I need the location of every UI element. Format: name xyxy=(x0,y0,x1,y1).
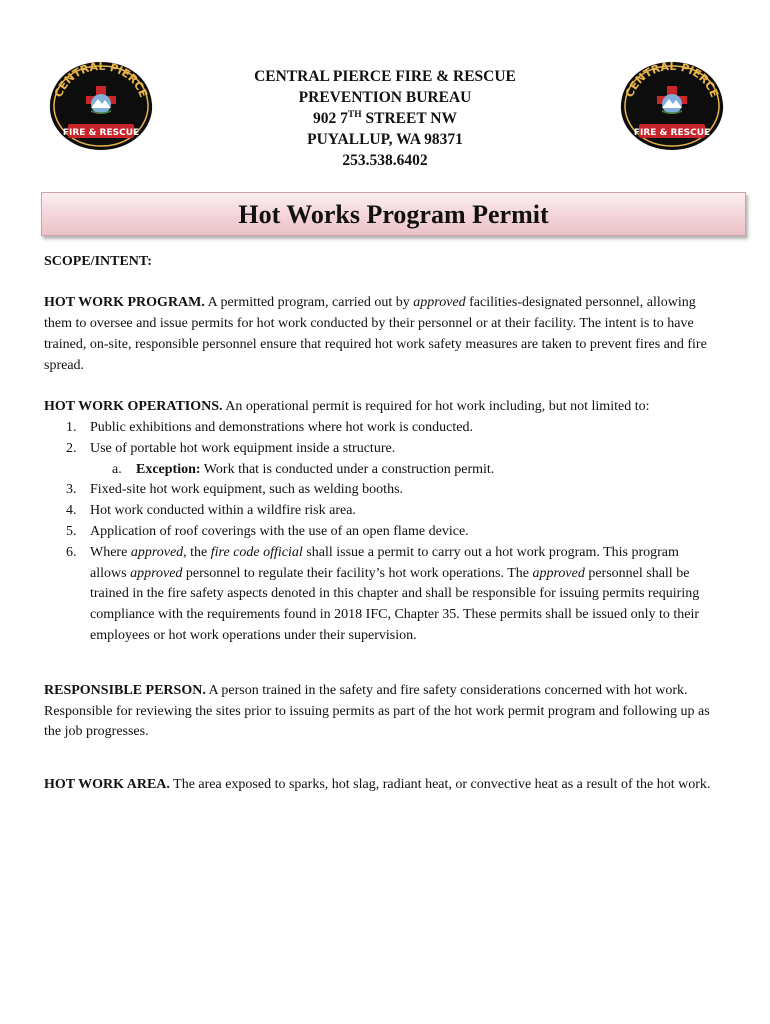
hot-work-program-paragraph: HOT WORK PROGRAM. A permitted program, carried out by approved facilities-designated personnel, allowing them to oversee and issue permits for hot work conducted by their personnel or at their facility. The intent is to have trained, on-site, responsible personnel ensure that required hot work safety measures are taken to prevent fires and fire spread. xyxy=(44,295,707,373)
responsible-person-paragraph: RESPONSIBLE PERSON. A person trained in the safety and fire safety considerations concerned with hot work. Responsible for reviewing the sites prior to issuing permits as part of the hot work permit program and following up as the job progresses. xyxy=(44,682,710,740)
hot-work-area-paragraph: HOT WORK AREA. The area exposed to sparks, hot slag, radiant heat, or convective heat as a result of the hot work. xyxy=(44,777,711,793)
bureau-address-header xyxy=(180,66,590,171)
hot-work-operations-intro: HOT WORK OPERATIONS. An operational permit is required for hot work including, but not limited to: xyxy=(44,399,650,415)
header-phone: 253.538.6402 xyxy=(342,152,428,169)
header-bureau-name: PREVENTION BUREAU xyxy=(298,89,472,106)
operations-list xyxy=(44,418,714,647)
svg-text:FIRE & RESCUE: FIRE & RESCUE xyxy=(62,128,140,138)
header-street-address: 902 7TH STREET NW xyxy=(313,110,457,127)
list-item: 5. Application of roof coverings with the use of an open flame device. xyxy=(66,523,469,539)
central-pierce-badge-logo-left xyxy=(46,58,156,154)
svg-text:FIRE & RESCUE: FIRE & RESCUE xyxy=(633,128,711,138)
svg-text:CENTRAL PIERCE: CENTRAL PIERCE xyxy=(51,59,151,100)
list-item: 2. Use of portable hot work equipment inside a structure. xyxy=(66,440,396,456)
list-item: 3. Fixed-site hot work equipment, such as welding booths. xyxy=(66,482,404,498)
list-subitem-exception: a. Exception: Work that is conducted under a construction permit. xyxy=(112,461,495,477)
document-body xyxy=(44,252,714,796)
list-item: 1. Public exhibitions and demonstrations where hot work is conducted. xyxy=(66,419,473,435)
central-pierce-badge-logo-right xyxy=(617,58,727,154)
scope-heading: SCOPE/INTENT: xyxy=(44,254,152,269)
list-item: 6. Where approved, the fire code official shall issue a permit to carry out a hot work program. This program allows approved personnel to regulate their facility’s hot work operations. The approved personnel shall be trained in the fire safety aspects denoted in this chapter and shall be responsible for issuing permits requiring compliance with the requirements found in 2018 IFC, Chapter 35. These permits shall be issued only to their employees or hot work operations under their supervision. xyxy=(66,544,700,643)
list-item: 4. Hot work conducted within a wildfire risk area. xyxy=(66,503,356,519)
document-title-bar xyxy=(41,192,746,236)
header-agency-name: CENTRAL PIERCE FIRE & RESCUE xyxy=(254,68,516,85)
document-title: Hot Works Program Permit xyxy=(238,200,549,229)
header-city-state-zip: PUYALLUP, WA 98371 xyxy=(307,131,463,148)
svg-text:CENTRAL PIERCE: CENTRAL PIERCE xyxy=(622,59,722,100)
